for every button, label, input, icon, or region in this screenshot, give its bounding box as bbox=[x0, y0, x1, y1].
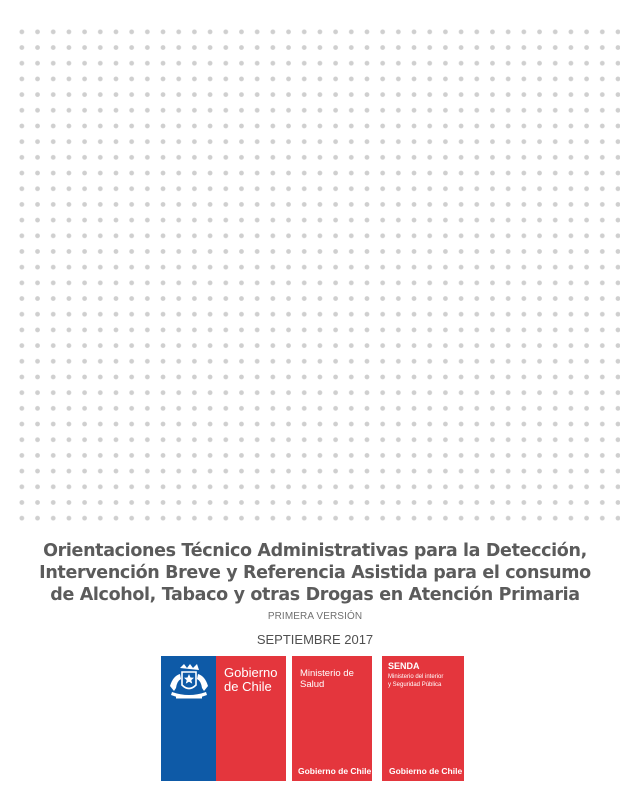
senda-sub-line-2: y Seguridad Pública bbox=[388, 681, 442, 688]
gobierno-de-chile-logo bbox=[161, 656, 286, 781]
minsal-footer: Gobierno de Chile bbox=[298, 766, 372, 776]
senda-name: SENDA bbox=[388, 661, 420, 671]
publication-date: SEPTIEMBRE 2017 bbox=[256, 632, 374, 647]
cover-title-block bbox=[0, 540, 630, 647]
ministerio-de-salud-logo bbox=[292, 656, 372, 781]
edition-label: PRIMERA VERSIÓN bbox=[267, 611, 363, 622]
senda-sub-line-1: Ministerio del interior bbox=[388, 674, 444, 680]
senda-subtitle bbox=[388, 674, 443, 689]
gobierno-line-2: de Chile bbox=[224, 679, 272, 694]
minsal-wordmark bbox=[300, 668, 354, 690]
document-title-line-3: de Alcohol, Tabaco y otras Drogas en Atención Primaria bbox=[50, 585, 580, 605]
senda-logo bbox=[382, 656, 464, 781]
senda-footer: Gobierno de Chile bbox=[389, 766, 463, 776]
minsal-line-2: Salud bbox=[300, 679, 325, 690]
gobierno-wordmark bbox=[224, 666, 277, 694]
dotted-pattern-background bbox=[14, 24, 620, 530]
gobierno-line-1: Gobierno bbox=[224, 665, 278, 680]
document-title-line-1: Orientaciones Técnico Administrativas para la Detección, bbox=[43, 541, 587, 561]
document-title-line-2: Intervención Breve y Referencia Asistida para el consumo bbox=[39, 563, 591, 583]
minsal-line-1: Ministerio de bbox=[300, 668, 354, 679]
coat-of-arms-icon bbox=[166, 662, 212, 702]
